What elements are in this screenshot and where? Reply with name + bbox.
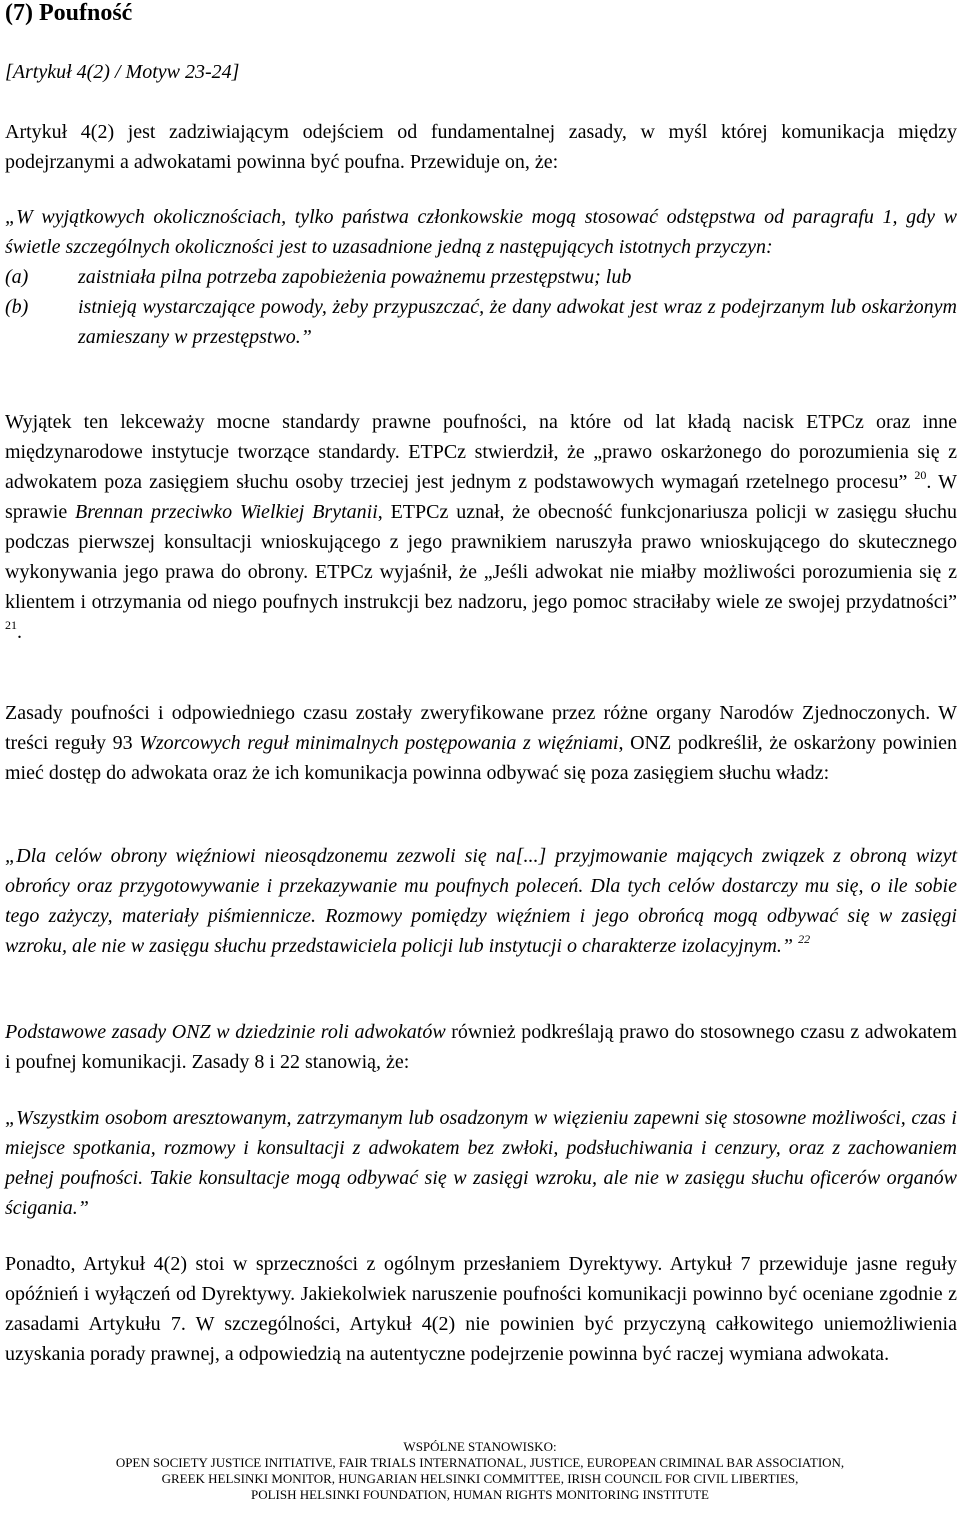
footer-line: POLISH HELSINKI FOUNDATION, HUMAN RIGHTS MONITORING INSTITUTE bbox=[251, 1487, 709, 1502]
article-reference: [Artykuł 4(2) / Motyw 23-24] bbox=[5, 61, 240, 83]
text-run: Zasady poufności i odpowiedniego czasu zostały zweryfikowane przez różne organy Narodów Zjednoczonych. W treści reguły 93 bbox=[5, 702, 957, 754]
text-run: , ONZ podkreślił, że oskarżony powinien mieć dostęp do adwokata oraz że ich komunikacja powinna odbywać się poza zasięgiem słuchu władz: bbox=[5, 732, 958, 784]
list-item-text: zaistniała pilna potrzeba zapobieżenia poważnemu przestępstwu; lub bbox=[78, 266, 632, 288]
paragraph-echr bbox=[5, 407, 957, 647]
quote-rule-93 bbox=[5, 841, 957, 961]
text-run: , ETPCz uznał, że obecność funkcjonariusza policji w zasięgu słuchu podczas pierwszej konsultacji wnioskującego z jego prawnikiem naruszyła prawo wnioskującego do skutecznego wykonywania jego prawa do obrony. ETPCz wyjaśnił, że „Jeśli adwokat nie miałby możliwości porozumienia się z klientem i otrzymania od niego poufnych instrukcji bez nadzoru, jego pomoc straciłaby wiele ze swojej przydatności” bbox=[5, 501, 957, 613]
quote-list-item bbox=[5, 292, 957, 352]
text-run: . W sprawie bbox=[5, 471, 957, 523]
document-title: Podstawowe zasady ONZ w dziedzinie roli adwokatów bbox=[5, 1021, 446, 1043]
quote-intro: „W wyjątkowych okolicznościach, tylko państwa członkowskie mogą stosować odstępstwa od paragrafu 1, gdy w świetle szczególnych okoliczności jest to uzasadnione jedną z następujących istotnych przyczyn: bbox=[5, 206, 957, 258]
list-item-label: (b) bbox=[5, 296, 29, 318]
paragraph-intro: Artykuł 4(2) jest zadziwiającym odejściem od fundamentalnej zasady, w myśl której komunikacja między podejrzanymi a adwokatami powinna być poufna. Przewiduje on, że: bbox=[5, 121, 957, 173]
footnote-ref: 22 bbox=[798, 932, 811, 946]
quote-list bbox=[5, 262, 957, 352]
quote-principles-8-22: „Wszystkim osobom aresztowanym, zatrzymanym lub osadzonym w więzieniu zapewni się stosowne możliwości, czas i miejsce spotkania, rozmowy i konsultacji z adwokatem bez zwłoki, podsłuchiwania i cenzury, oraz z zachowaniem pełnej poufności. Takie konsultacje mogą odbywać się w zasięgi wzroku, ale nie w zasięgu słuchu oficerów organów ścigania.” bbox=[5, 1107, 957, 1219]
footer-title: WSPÓLNE STANOWISKO: bbox=[403, 1439, 557, 1454]
paragraph-conclusion: Ponadto, Artykuł 4(2) stoi w sprzeczności z ogólnym przesłaniem Dyrektywy. Artykuł 7 przewiduje jasne reguły opóźnień i wyłączeń od Dyrektywy. Jakiekolwiek naruszenie poufności komunikacji powinno być oceniane zgodnie z zasadami Artykułu 7. W szczególności, Artykuł 4(2) nie powinien być przyczyną całkowitego uniemożliwienia uzyskania porady prawnej, a odpowiedzią na autentyczne podejrzenie powinna być raczej wymiana adwokata. bbox=[5, 1253, 957, 1365]
document-title: Wzorcowych reguł minimalnych postępowania z więźniami bbox=[139, 732, 619, 754]
text-run: również podkreślają prawo do stosownego czasu z adwokatem i poufnej komunikacji. Zasady 8 i 22 stanowią, że: bbox=[5, 1021, 957, 1073]
list-item-label: (a) bbox=[5, 266, 29, 288]
footer bbox=[0, 1439, 960, 1503]
case-name: Brennan przeciwko Wielkiej Brytanii bbox=[75, 501, 378, 523]
paragraph-un-rules bbox=[5, 698, 957, 788]
text-run: Wyjątek ten lekceważy mocne standardy prawne poufności, na które od lat kładą nacisk ETPCz oraz inne międzynarodowe instytucje tworzące standardy. ETPCz stwierdził, że „prawo oskarżonego do porozumienia się z adwokatem poza zasięgiem słuchu osoby trzeciej jest jednym z podstawowych wymagań rzetelnego procesu” bbox=[5, 411, 957, 493]
quote-article-4-2 bbox=[5, 202, 957, 352]
footer-line: GREEK HELSINKI MONITOR, HUNGARIAN HELSINKI COMMITTEE, IRISH COUNCIL FOR CIVIL LIBERTIES, bbox=[161, 1471, 799, 1486]
text-run: „Dla celów obrony więźniowi nieosądzonemu zezwoli się na[...] przyjmowanie mających związek z obroną wizyt obrońcy oraz przygotowywanie i przekazywanie mu poufnych poleceń. Dla tych celów dostarczy mu się, o ile sobie tego zażyczy, materiały piśmiennicze. Rozmowy pomiędzy więźniem i jego obrońcą mogą odbywać się w zasięgi wzroku, ale nie w zasięgu słuchu przedstawiciela policji lub instytucji o charakterze izolacyjnym.” bbox=[5, 845, 957, 957]
quote-list-item bbox=[5, 262, 957, 292]
list-item-text: istnieją wystarczające powody, żeby przypuszczać, że dany adwokat jest wraz z podejrzanym lub oskarżonym zamieszany w przestępstwo.” bbox=[78, 296, 957, 348]
section-heading: (7) Poufność bbox=[5, 0, 133, 26]
footer-line: OPEN SOCIETY JUSTICE INITIATIVE, FAIR TRIALS INTERNATIONAL, JUSTICE, EUROPEAN CRIMINAL BAR ASSOCIATION, bbox=[115, 1455, 845, 1470]
text-run: . bbox=[17, 621, 22, 643]
footnote-ref: 21 bbox=[5, 618, 17, 632]
footnote-ref: 20 bbox=[914, 468, 927, 482]
paragraph-un-principles bbox=[5, 1017, 957, 1077]
